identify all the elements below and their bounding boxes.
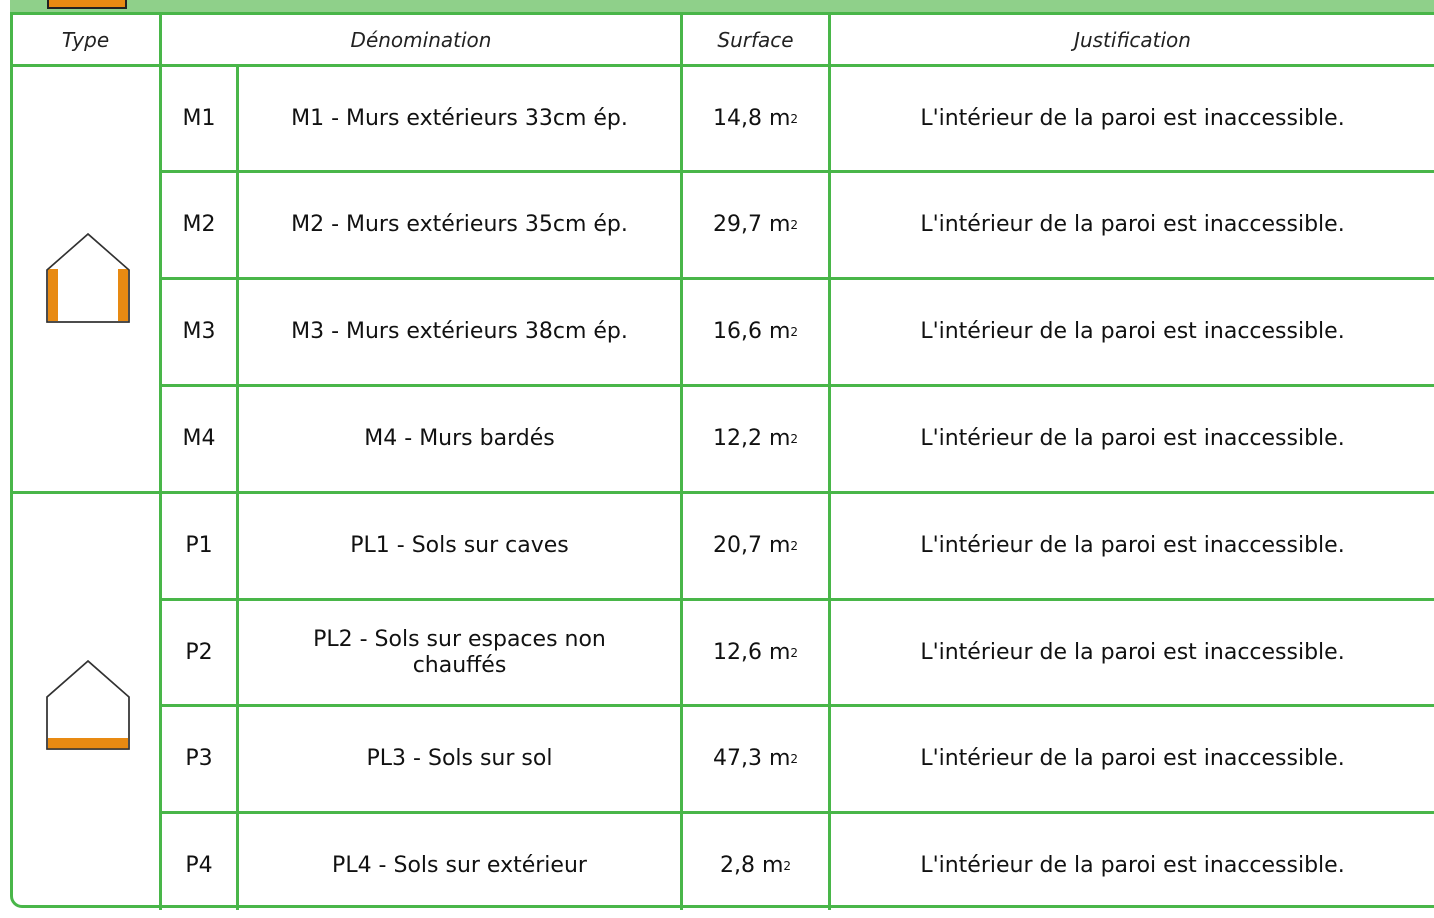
row-surface: 2,8 m 2 — [719, 853, 792, 878]
color-swatch — [47, 0, 127, 9]
row-surface: 12,6 m 2 — [712, 639, 799, 665]
row-justification: L'intérieur de la paroi est inaccessible. — [920, 212, 1345, 237]
row-justification: L'intérieur de la paroi est inaccessible. — [920, 426, 1345, 451]
row-name: PL3 - Sols sur sol — [366, 746, 553, 771]
row-justification: L'intérieur de la paroi est inaccessible. — [920, 853, 1345, 878]
row-code: M2 — [182, 212, 216, 237]
row-code: P3 — [185, 746, 213, 771]
row-surface: 47,3 m 2 — [712, 746, 799, 771]
row-code: P2 — [185, 639, 213, 665]
row-name: PL4 - Sols sur extérieur — [332, 853, 587, 878]
header-justification: Justification — [1074, 27, 1191, 52]
row-name: M1 - Murs extérieurs 33cm ép. — [291, 105, 628, 131]
header-surface: Surface — [717, 27, 794, 52]
row-name: M3 - Murs extérieurs 38cm ép. — [291, 319, 628, 344]
row-surface: 29,7 m 2 — [712, 212, 799, 237]
row-code: M3 — [182, 319, 216, 344]
house-floor-icon — [45, 659, 131, 751]
row-name: M4 - Murs bardés — [364, 426, 555, 451]
house-walls-icon — [45, 232, 131, 324]
header-type: Type — [61, 27, 110, 52]
row-name: PL2 - Sols sur espaces non chauffés — [313, 626, 606, 678]
row-surface: 20,7 m 2 — [712, 533, 799, 558]
row-surface: 16,6 m 2 — [712, 319, 799, 344]
row-code: M4 — [182, 426, 216, 451]
row-name: PL1 - Sols sur caves — [350, 533, 569, 558]
row-code: P1 — [185, 533, 213, 558]
row-justification: L'intérieur de la paroi est inaccessible. — [920, 533, 1345, 558]
row-justification: L'intérieur de la paroi est inaccessible. — [920, 105, 1345, 131]
row-name: M2 - Murs extérieurs 35cm ép. — [291, 212, 628, 237]
row-code: M1 — [182, 105, 216, 131]
row-justification: L'intérieur de la paroi est inaccessible. — [920, 746, 1345, 771]
row-surface: 14,8 m 2 — [712, 105, 799, 131]
row-justification: L'intérieur de la paroi est inaccessible. — [920, 319, 1345, 344]
row-code: P4 — [185, 853, 213, 878]
header-denomination: Dénomination — [350, 27, 492, 52]
row-surface: 12,2 m 2 — [712, 426, 799, 451]
row-justification: L'intérieur de la paroi est inaccessible. — [920, 639, 1345, 665]
